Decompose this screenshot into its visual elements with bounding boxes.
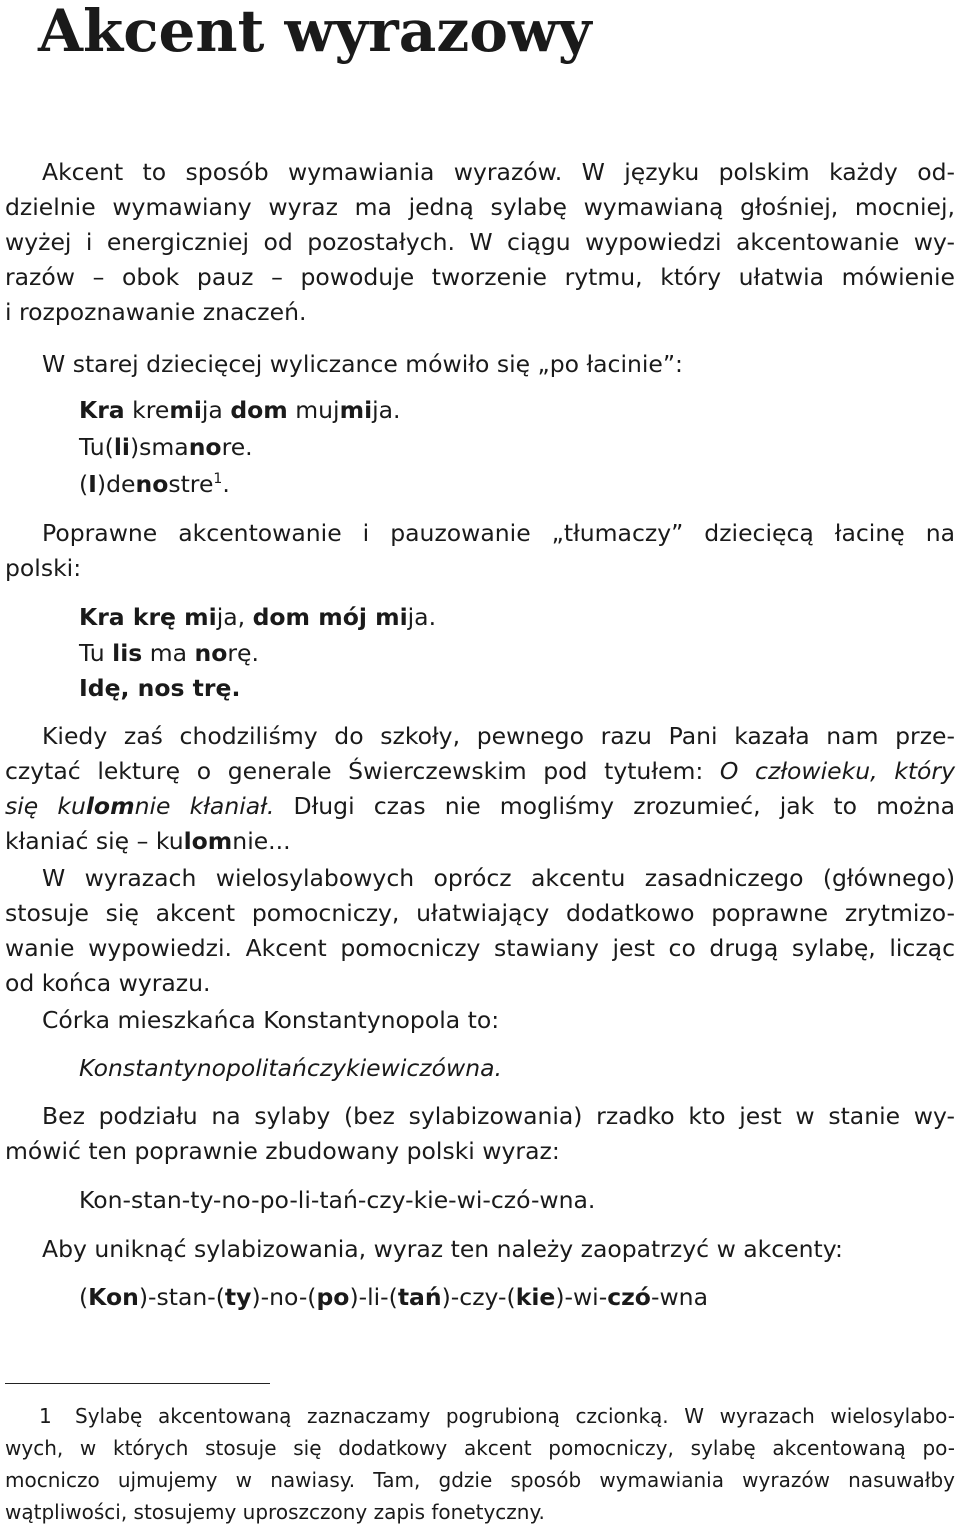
text-line: Kiedy zaś chodziliśmy do szkoły, pewnego razu Pani kazała nam prze-	[42, 722, 955, 750]
stressed-syllable: no	[135, 470, 169, 498]
text-line: i rozpoznawanie znaczeń.	[5, 298, 307, 326]
rhyme-line-1	[79, 393, 401, 428]
paragraph-accents-intro	[5, 1232, 955, 1267]
rhyme-translation-line-2	[79, 636, 259, 671]
stressed-syllable: Idę	[79, 674, 121, 702]
syllable: )-wi-	[555, 1283, 608, 1311]
syllable: .	[231, 674, 241, 702]
page-title: Akcent wyrazowy	[38, 0, 592, 65]
syllable: kre	[124, 396, 170, 424]
stressed-syllable: tań	[397, 1283, 442, 1311]
syllable: (	[79, 470, 89, 498]
text-span: kłaniać się – ku	[5, 827, 184, 855]
stressed-syllable: dom mój mi	[252, 603, 408, 631]
stressed-syllable: li	[113, 433, 130, 461]
stressed-syllable: lis	[112, 639, 143, 667]
stressed-syllable: I	[88, 470, 97, 498]
footnote-number: 1	[39, 1404, 52, 1428]
stressed-syllable: ty	[224, 1283, 252, 1311]
stressed-syllable: kie	[515, 1283, 556, 1311]
stressed-syllable: no	[194, 639, 228, 667]
syllable: muj	[287, 396, 340, 424]
book-title: nie kłaniał.	[134, 792, 275, 820]
text-line	[5, 754, 955, 789]
syllable: .	[222, 470, 230, 498]
text-line: wanie wypowiedzi. Akcent pomocniczy stawiany jest co drugą sylabę, licząc	[5, 934, 955, 962]
stressed-syllable: Kra	[79, 396, 125, 424]
text-line: Córka mieszkańca Konstantynopola to:	[42, 1006, 500, 1034]
stressed-syllable: Kon	[88, 1283, 139, 1311]
footnote-marker: 1	[213, 471, 223, 487]
paragraph-auxiliary-stress	[5, 861, 955, 1001]
text-line: W wyrazach wielosylabowych oprócz akcentu zasadniczego (głównego)	[42, 864, 955, 892]
paragraph-example-intro	[5, 1003, 955, 1038]
example-word-accented	[79, 1280, 708, 1315]
rhyme-line-2	[79, 430, 253, 465]
syllable: ja.	[407, 603, 437, 631]
book-title: się ku	[5, 792, 86, 820]
footnote-line: mocniczo ujmujemy w nawiasy. Tam, gdzie sposób wymawiania wyrazów nasuwałby	[5, 1468, 955, 1492]
syllable: rę.	[227, 639, 259, 667]
syllable: re.	[221, 433, 253, 461]
paragraph-syllabize	[5, 1099, 955, 1169]
syllable: )-li-(	[349, 1283, 398, 1311]
stressed-syllable: lom	[85, 792, 135, 820]
syllable: ja,	[216, 603, 253, 631]
syllable: stre	[168, 470, 214, 498]
syllable: )sma	[129, 433, 189, 461]
footnote-text: Sylabę akcentowaną zaznaczamy pogrubioną czcionką. W wyrazach wielosylabo-	[75, 1404, 955, 1428]
syllable: ,	[120, 674, 138, 702]
syllable: ma	[142, 639, 195, 667]
syllable: )-no-(	[251, 1283, 317, 1311]
syllable: (	[79, 1283, 89, 1311]
example-word-syllabized: Kon-stan-ty-no-po-li-tań-czy-kie-wi-czó-wna.	[79, 1186, 596, 1214]
text-line: razów – obok pauz – powoduje tworzenie rytmu, który ułatwia mówienie	[5, 263, 955, 291]
paragraph-rhyme-intro	[5, 347, 955, 382]
stressed-syllable: czó	[607, 1283, 651, 1311]
rhyme-line-3	[79, 467, 230, 502]
stressed-syllable: po	[316, 1283, 350, 1311]
stressed-syllable: dom	[230, 396, 288, 424]
footnote-line: wątpliwości, stosujemy uproszczony zapis fonetyczny.	[5, 1500, 545, 1524]
text-line	[5, 824, 955, 859]
syllable: ja	[201, 396, 231, 424]
text-span: nie...	[232, 827, 291, 855]
rhyme-translation-line-3	[79, 671, 240, 706]
stressed-syllable: mi	[339, 396, 373, 424]
text-line: Aby uniknąć sylabizowania, wyraz ten należy zaopatrzyć w akcenty:	[42, 1235, 843, 1263]
text-line: dzielnie wymawiany wyraz ma jedną sylabę wymawianą głośniej, mocniej,	[5, 193, 955, 221]
text-line: stosuje się akcent pomocniczy, ułatwiający dodatkowo poprawne zrytmizo-	[5, 899, 955, 927]
text-line: mówić ten poprawnie zbudowany polski wyraz:	[5, 1137, 560, 1165]
book-title: O człowieku, który	[719, 757, 955, 785]
text-line: od końca wyrazu.	[5, 969, 211, 997]
stressed-syllable: nos trę	[137, 674, 232, 702]
syllable: )-czy-(	[441, 1283, 516, 1311]
syllable: )-stan-(	[138, 1283, 225, 1311]
paragraph-school-story	[5, 719, 955, 859]
example-word: Konstantynopolitańczykiewiczówna.	[79, 1054, 502, 1082]
paragraph-intro	[5, 155, 955, 330]
syllable: Tu	[79, 639, 113, 667]
text-line: polski:	[5, 554, 82, 582]
syllable: Tu(	[79, 433, 114, 461]
text-span: czytać lekturę o generale Świerczewskim pod tytułem:	[5, 757, 720, 785]
text-line: Akcent to sposób wymawiania wyrazów. W języku polskim każdy od-	[42, 158, 955, 186]
stressed-syllable: lom	[183, 827, 233, 855]
stressed-syllable: no	[188, 433, 222, 461]
stressed-syllable: Kra krę mi	[79, 603, 217, 631]
stressed-syllable: mi	[169, 396, 202, 424]
text-span: Długi czas nie mogliśmy zrozumieć, jak to można	[274, 792, 955, 820]
footnote	[5, 1400, 955, 1528]
rhyme-translation-line-1	[79, 600, 436, 635]
syllable: )de	[96, 470, 136, 498]
syllable: -wna	[650, 1283, 708, 1311]
paragraph-translation-intro	[5, 516, 955, 586]
footnote-rule	[5, 1383, 270, 1384]
footnote-line	[5, 1400, 955, 1432]
text-line: W starej dziecięcej wyliczance mówiło się „po łacinie”:	[42, 350, 683, 378]
syllable: ja.	[372, 396, 401, 424]
text-line	[5, 789, 955, 824]
text-line: Bez podziału na sylaby (bez sylabizowania) rzadko kto jest w stanie wy-	[42, 1102, 955, 1130]
footnote-line: wych, w których stosuje się dodatkowy akcent pomocniczy, sylabę akcentowaną po-	[5, 1436, 955, 1460]
text-line: Poprawne akcentowanie i pauzowanie „tłumaczy” dziecięcą łacinę na	[42, 519, 955, 547]
text-line: wyżej i energiczniej od pozostałych. W ciągu wypowiedzi akcentowanie wy-	[5, 228, 955, 256]
